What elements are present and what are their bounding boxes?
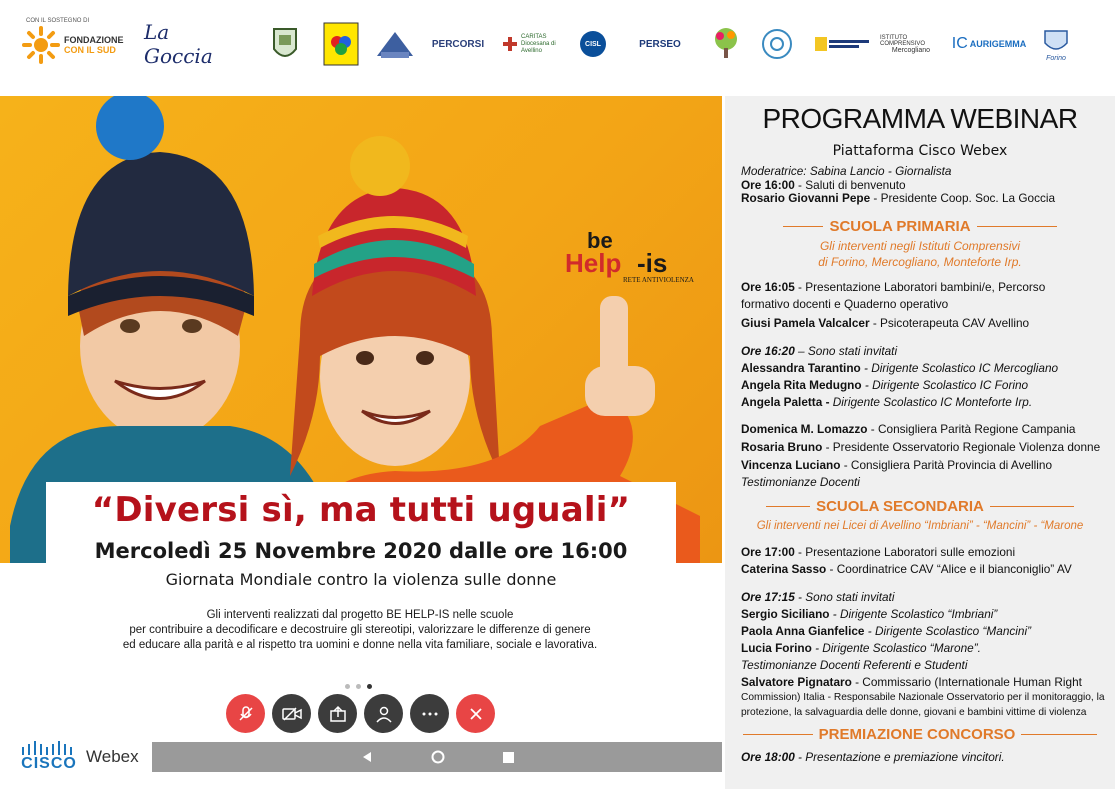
home-icon[interactable] bbox=[431, 750, 445, 764]
meeting-controls bbox=[226, 694, 495, 733]
recents-icon[interactable] bbox=[503, 752, 514, 763]
android-nav-bar bbox=[152, 742, 722, 772]
program-line: Ore 17:15 - Sono stati invitati bbox=[741, 590, 895, 604]
primaria-subtitle: Gli interventi negli Istituti Comprensivi bbox=[819, 239, 1021, 253]
association-logo bbox=[372, 18, 418, 70]
program-line: Testimonianze Docenti Referenti e Studenti bbox=[741, 658, 968, 672]
meeting-shared-screen bbox=[0, 96, 722, 789]
program-title: PROGRAMMA WEBINAR bbox=[762, 103, 1078, 134]
perseo-logo: PERSEO bbox=[639, 38, 681, 50]
mute-button[interactable] bbox=[226, 694, 265, 733]
video-button[interactable] bbox=[272, 694, 311, 733]
program-line: Moderatrice: Sabina Lancio - Giornalista bbox=[741, 164, 952, 178]
section-header-premiazione: PREMIAZIONE CONCORSO bbox=[725, 726, 1115, 743]
circle-emblem-logo bbox=[760, 18, 794, 70]
cisl-logo: CISL bbox=[578, 18, 608, 70]
cisco-bars-icon bbox=[20, 741, 78, 755]
program-line: Angela Paletta - Dirigente Scolastico IC Monteforte Irp. bbox=[741, 395, 1033, 409]
caritas-logo: CARITAS Diocesana di Avellino bbox=[502, 18, 566, 70]
program-line: Caterina Sasso - Coordinatrice CAV “Alice e il bianconiglio” AV bbox=[741, 562, 1072, 576]
forino-logo: Forino bbox=[1038, 18, 1074, 70]
program-line: Sergio Siciliano - Dirigente Scolastico “Imbriani” bbox=[741, 607, 998, 621]
poster-body: Gli interventi realizzati dal progetto BE HELP-IS nelle scuole per contribuire a decodificare e decostruire gli stereotipi, valorizzare le differenze di genere ed educare alla parità e al rispetto tra uomini e donne nella vita familiare, sociale e lavorativa. bbox=[122, 609, 598, 651]
sun-icon bbox=[22, 26, 60, 64]
program-line: Angela Rita Medugno - Dirigente Scolastico IC Forino bbox=[741, 378, 1029, 392]
program-line: Commission) Italia - Responsabile Nazionale Osservatorio per il monitoraggio, la bbox=[741, 692, 1105, 703]
more-button[interactable] bbox=[410, 694, 449, 733]
participants-button[interactable] bbox=[364, 694, 403, 733]
program-line: Testimonianze Docenti bbox=[741, 475, 860, 489]
program-line: Ore 16:20 – Sono stati invitati bbox=[741, 344, 898, 358]
tree-logo bbox=[708, 18, 744, 70]
university-logo bbox=[814, 18, 872, 70]
poster-dateline: Mercoledì 25 Novembre 2020 dalle ore 16:00 bbox=[94, 539, 628, 563]
share-button[interactable] bbox=[318, 694, 357, 733]
municipal-crest-logo bbox=[268, 18, 302, 70]
page-indicator bbox=[345, 684, 372, 689]
program-line: Rosaria Bruno - Presidente Osservatorio Regionale Violenza donne bbox=[741, 440, 1101, 454]
program-line: Domenica M. Lomazzo - Consigliera Parità Regione Campania bbox=[741, 422, 1076, 436]
close-icon bbox=[469, 707, 483, 721]
program-line: Giusi Pamela Valcalcer - Psicoterapeuta CAV Avellino bbox=[741, 316, 1030, 330]
program-line: Ore 17:00 - Presentazione Laboratori sulle emozioni bbox=[741, 545, 1016, 559]
back-icon[interactable] bbox=[361, 751, 373, 763]
colorful-school-logo bbox=[322, 18, 360, 70]
poster-subline: Giornata Mondiale contro la violenza sulle donne bbox=[165, 570, 557, 589]
more-icon bbox=[421, 711, 439, 717]
ic-aurigemma-logo: IC AURIGEMMA bbox=[951, 35, 1027, 52]
program-line: Salvatore Pignataro - Commissario (Internationale Human Right bbox=[741, 675, 1082, 689]
program-line: protezione, la salvaguardia delle donne, giovani e bambini vittime di violenza bbox=[741, 707, 1087, 718]
program-platform: Piattaforma Cisco Webex bbox=[832, 143, 1008, 159]
mic-off-icon bbox=[237, 705, 255, 723]
program-line: formativo docenti e Quaderno operativo bbox=[741, 297, 949, 311]
section-header-secondaria: SCUOLA SECONDARIA bbox=[725, 498, 1115, 515]
istituto-comprensivo-mercogliano-logo: ISTITUTO COMPRENSIVO Mercogliano bbox=[880, 34, 931, 54]
program-line: Paola Anna Gianfelice - Dirigente Scolastico “Mancini” bbox=[741, 624, 1032, 638]
program-line: Rosario Giovanni Pepe - Presidente Coop. Soc. La Goccia bbox=[741, 191, 1056, 205]
be-help-is-logo: be Help -is RETE ANTIVIOLENZA bbox=[565, 228, 694, 284]
participants-icon bbox=[375, 705, 393, 723]
sponsor-logos-strip bbox=[0, 0, 1115, 88]
program-line: Ore 16:00 - Saluti di benvenuto bbox=[741, 178, 906, 192]
secondaria-subtitle: Gli interventi nei Licei di Avellino “Imbriani” - “Mancini” - “Marone bbox=[756, 520, 1084, 532]
percorsi-logo: PERCORSI bbox=[431, 38, 485, 50]
section-header-primaria: SCUOLA PRIMARIA bbox=[725, 218, 1115, 235]
program-line: Ore 16:05 - Presentazione Laboratori bambini/e, Percorso bbox=[741, 280, 1046, 294]
poster-headline: “Diversi sì, ma tutti uguali” bbox=[91, 490, 631, 530]
fondazione-con-il-sud-logo: CON IL SOSTEGNO DI FONDAZIONE CON IL SUD bbox=[22, 10, 132, 72]
program-line: Vincenza Luciano - Consigliera Parità Provincia di Avellino bbox=[741, 458, 1053, 472]
leave-button[interactable] bbox=[456, 694, 495, 733]
program-panel bbox=[725, 96, 1115, 789]
cisco-webex-logo: CISCO Webex bbox=[20, 737, 148, 777]
program-line: Alessandra Tarantino - Dirigente Scolastico IC Mercogliano bbox=[741, 361, 1059, 375]
primaria-subtitle: di Forino, Mercogliano, Monteforte Irp. bbox=[818, 255, 1022, 269]
share-icon bbox=[329, 705, 347, 723]
video-off-icon bbox=[282, 706, 302, 722]
program-line: Ore 18:00 - Presentazione e premiazione vincitori. bbox=[741, 750, 1005, 764]
program-line: Lucia Forino - Dirigente Scolastico “Marone”. bbox=[741, 641, 981, 655]
la-goccia-logo: La Goccia bbox=[144, 20, 213, 68]
